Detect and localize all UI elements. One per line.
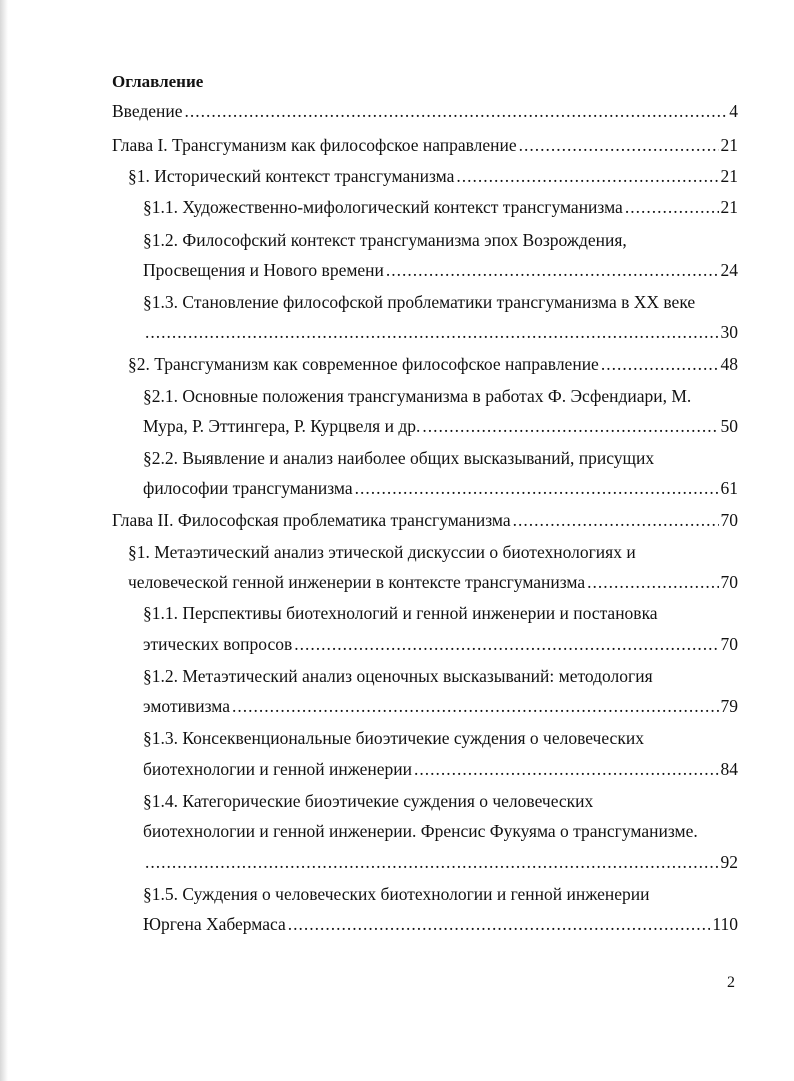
- toc-entry-ch2-subsection-1-2-line-1[interactable]: §1.2. Метаэтический анализ оценочных высказываний: методология: [143, 666, 653, 686]
- toc-entry-page: 21: [720, 135, 738, 155]
- toc-entry-ch2-subsection-1-5[interactable]: [143, 912, 738, 936]
- toc-entry-ch2-subsection-1-4-line-2[interactable]: биотехнологии и генной инженерии. Френсис Фукуяма о трансгуманизме.: [143, 821, 698, 841]
- toc-leader: [422, 414, 718, 438]
- toc-entry-ch2-section-1-line-1[interactable]: §1. Метаэтический анализ этической дискуссии о биотехнологиях и: [128, 542, 636, 562]
- toc-entry-title: Глава II. Философская проблематика трансгуманизма: [112, 510, 511, 530]
- toc-entry-page: 4: [729, 101, 738, 121]
- toc-entry-page: 70: [720, 510, 738, 530]
- toc-entry-page: 24: [720, 260, 738, 280]
- toc-entry-title: человеческой генной инженерии в контексте трансгуманизма: [128, 572, 586, 592]
- toc-entry-ch2-subsection-1-1[interactable]: [143, 632, 738, 656]
- toc-leader: [288, 912, 711, 936]
- toc-entry-ch1-subsection-1-2[interactable]: [143, 258, 738, 282]
- toc-entry-ch1-subsection-1-3[interactable]: [143, 320, 738, 344]
- toc-entry-ch1-subsection-2-2[interactable]: [143, 476, 738, 500]
- toc-leader: [456, 164, 718, 188]
- toc-entry-title: Юргена Хабермаса: [143, 914, 286, 934]
- toc-entry-title: Просвещения и Нового времени: [143, 260, 384, 280]
- toc-entry-ch2-subsection-1-2[interactable]: [143, 694, 738, 718]
- scan-edge: [0, 0, 8, 1081]
- toc-entry-ch2-subsection-1-3[interactable]: [143, 757, 738, 781]
- toc-leader: [145, 850, 719, 874]
- toc-leader: [625, 195, 719, 219]
- toc-leader: [145, 320, 719, 344]
- toc-entry-page: 48: [720, 354, 738, 374]
- toc-entry-page: 21: [720, 197, 738, 217]
- toc-entry-ch1-subsection-2-2-line-1[interactable]: §2.2. Выявление и анализ наиболее общих высказываний, присущих: [143, 448, 655, 468]
- toc-entry-title: Глава I. Трансгуманизм как философское направление: [112, 135, 517, 155]
- toc-entry-page: 21: [720, 166, 738, 186]
- toc-entry-page: 84: [720, 759, 738, 779]
- toc-entry-ch2-subsection-1-5-line-1[interactable]: §1.5. Суждения о человеческих биотехнологии и генной инженерии: [143, 884, 650, 904]
- toc-entry-ch1-subsection-1-3-line-1[interactable]: §1.3. Становление философской проблематики трансгуманизма в XX веке: [143, 292, 696, 312]
- toc-entry-page: 70: [720, 572, 738, 592]
- toc-leader: [355, 476, 719, 500]
- toc-entry-ch1-subsection-2-1-line-1[interactable]: §2.1. Основные положения трансгуманизма в работах Ф. Эсфендиари, М.: [143, 386, 692, 406]
- toc-entry-ch1-subsection-1-1[interactable]: [143, 195, 738, 219]
- toc-entry-title: Мура, Р. Эттингера, Р. Курцвеля и др.: [143, 416, 421, 436]
- toc-entry-ch1-section-2[interactable]: [128, 352, 738, 376]
- toc-entry-ch1-subsection-1-2-line-1[interactable]: §1.2. Философский контекст трансгуманизма эпох Возрождения,: [143, 230, 627, 250]
- toc-leader: [587, 570, 718, 594]
- toc-leader: [414, 757, 718, 781]
- toc-leader: [513, 508, 719, 532]
- page-number: 2: [727, 974, 735, 991]
- toc-leader: [601, 352, 719, 376]
- toc-entry-ch1-subsection-2-1[interactable]: [143, 414, 738, 438]
- toc-entry-page: 70: [720, 634, 738, 654]
- toc-entry-chapter-2[interactable]: [112, 508, 738, 532]
- toc-entry-ch2-subsection-1-3-line-1[interactable]: §1.3. Консеквенциональные биоэтичекие суждения о человеческих: [143, 728, 644, 748]
- toc-entry-introduction[interactable]: [112, 99, 738, 123]
- toc-entry-title: биотехнологии и генной инженерии: [143, 759, 413, 779]
- toc-entry-ch2-subsection-1-4-line-1[interactable]: §1.4. Категорические биоэтичекие суждения о человеческих: [143, 791, 594, 811]
- toc-entry-ch1-section-1[interactable]: [128, 164, 738, 188]
- toc-entry-page: 61: [720, 478, 738, 498]
- toc-entry-title: этических вопросов: [143, 634, 293, 654]
- toc-entry-ch2-subsection-1-4[interactable]: [143, 850, 738, 874]
- toc-entry-chapter-1[interactable]: [112, 133, 738, 157]
- toc-entry-page: 110: [712, 914, 738, 934]
- toc-leader: [185, 99, 728, 123]
- toc-entry-page: 30: [720, 322, 738, 342]
- toc-entry-title: Введение: [112, 101, 183, 121]
- toc-entry-page: 92: [720, 852, 738, 872]
- toc-entry-title: эмотивизма: [143, 696, 230, 716]
- toc-entry-title: философии трансгуманизма: [143, 478, 353, 498]
- toc-leader: [294, 632, 718, 656]
- toc-leader: [519, 133, 719, 157]
- toc-entry-title: §1. Исторический контекст трансгуманизма: [128, 166, 455, 186]
- toc-entry-ch2-section-1[interactable]: [128, 570, 738, 594]
- toc-entry-ch2-subsection-1-1-line-1[interactable]: §1.1. Перспективы биотехнологий и генной инженерии и постановка: [143, 603, 658, 623]
- toc-heading: Оглавление: [112, 72, 204, 91]
- toc-entry-title: §1.1. Художественно-мифологический контекст трансгуманизма: [143, 197, 623, 217]
- toc-entry-title: §2. Трансгуманизм как современное философское направление: [128, 354, 599, 374]
- toc-entry-page: 50: [720, 416, 738, 436]
- toc-leader: [386, 258, 719, 282]
- toc-entry-page: 79: [720, 696, 738, 716]
- toc-leader: [232, 694, 719, 718]
